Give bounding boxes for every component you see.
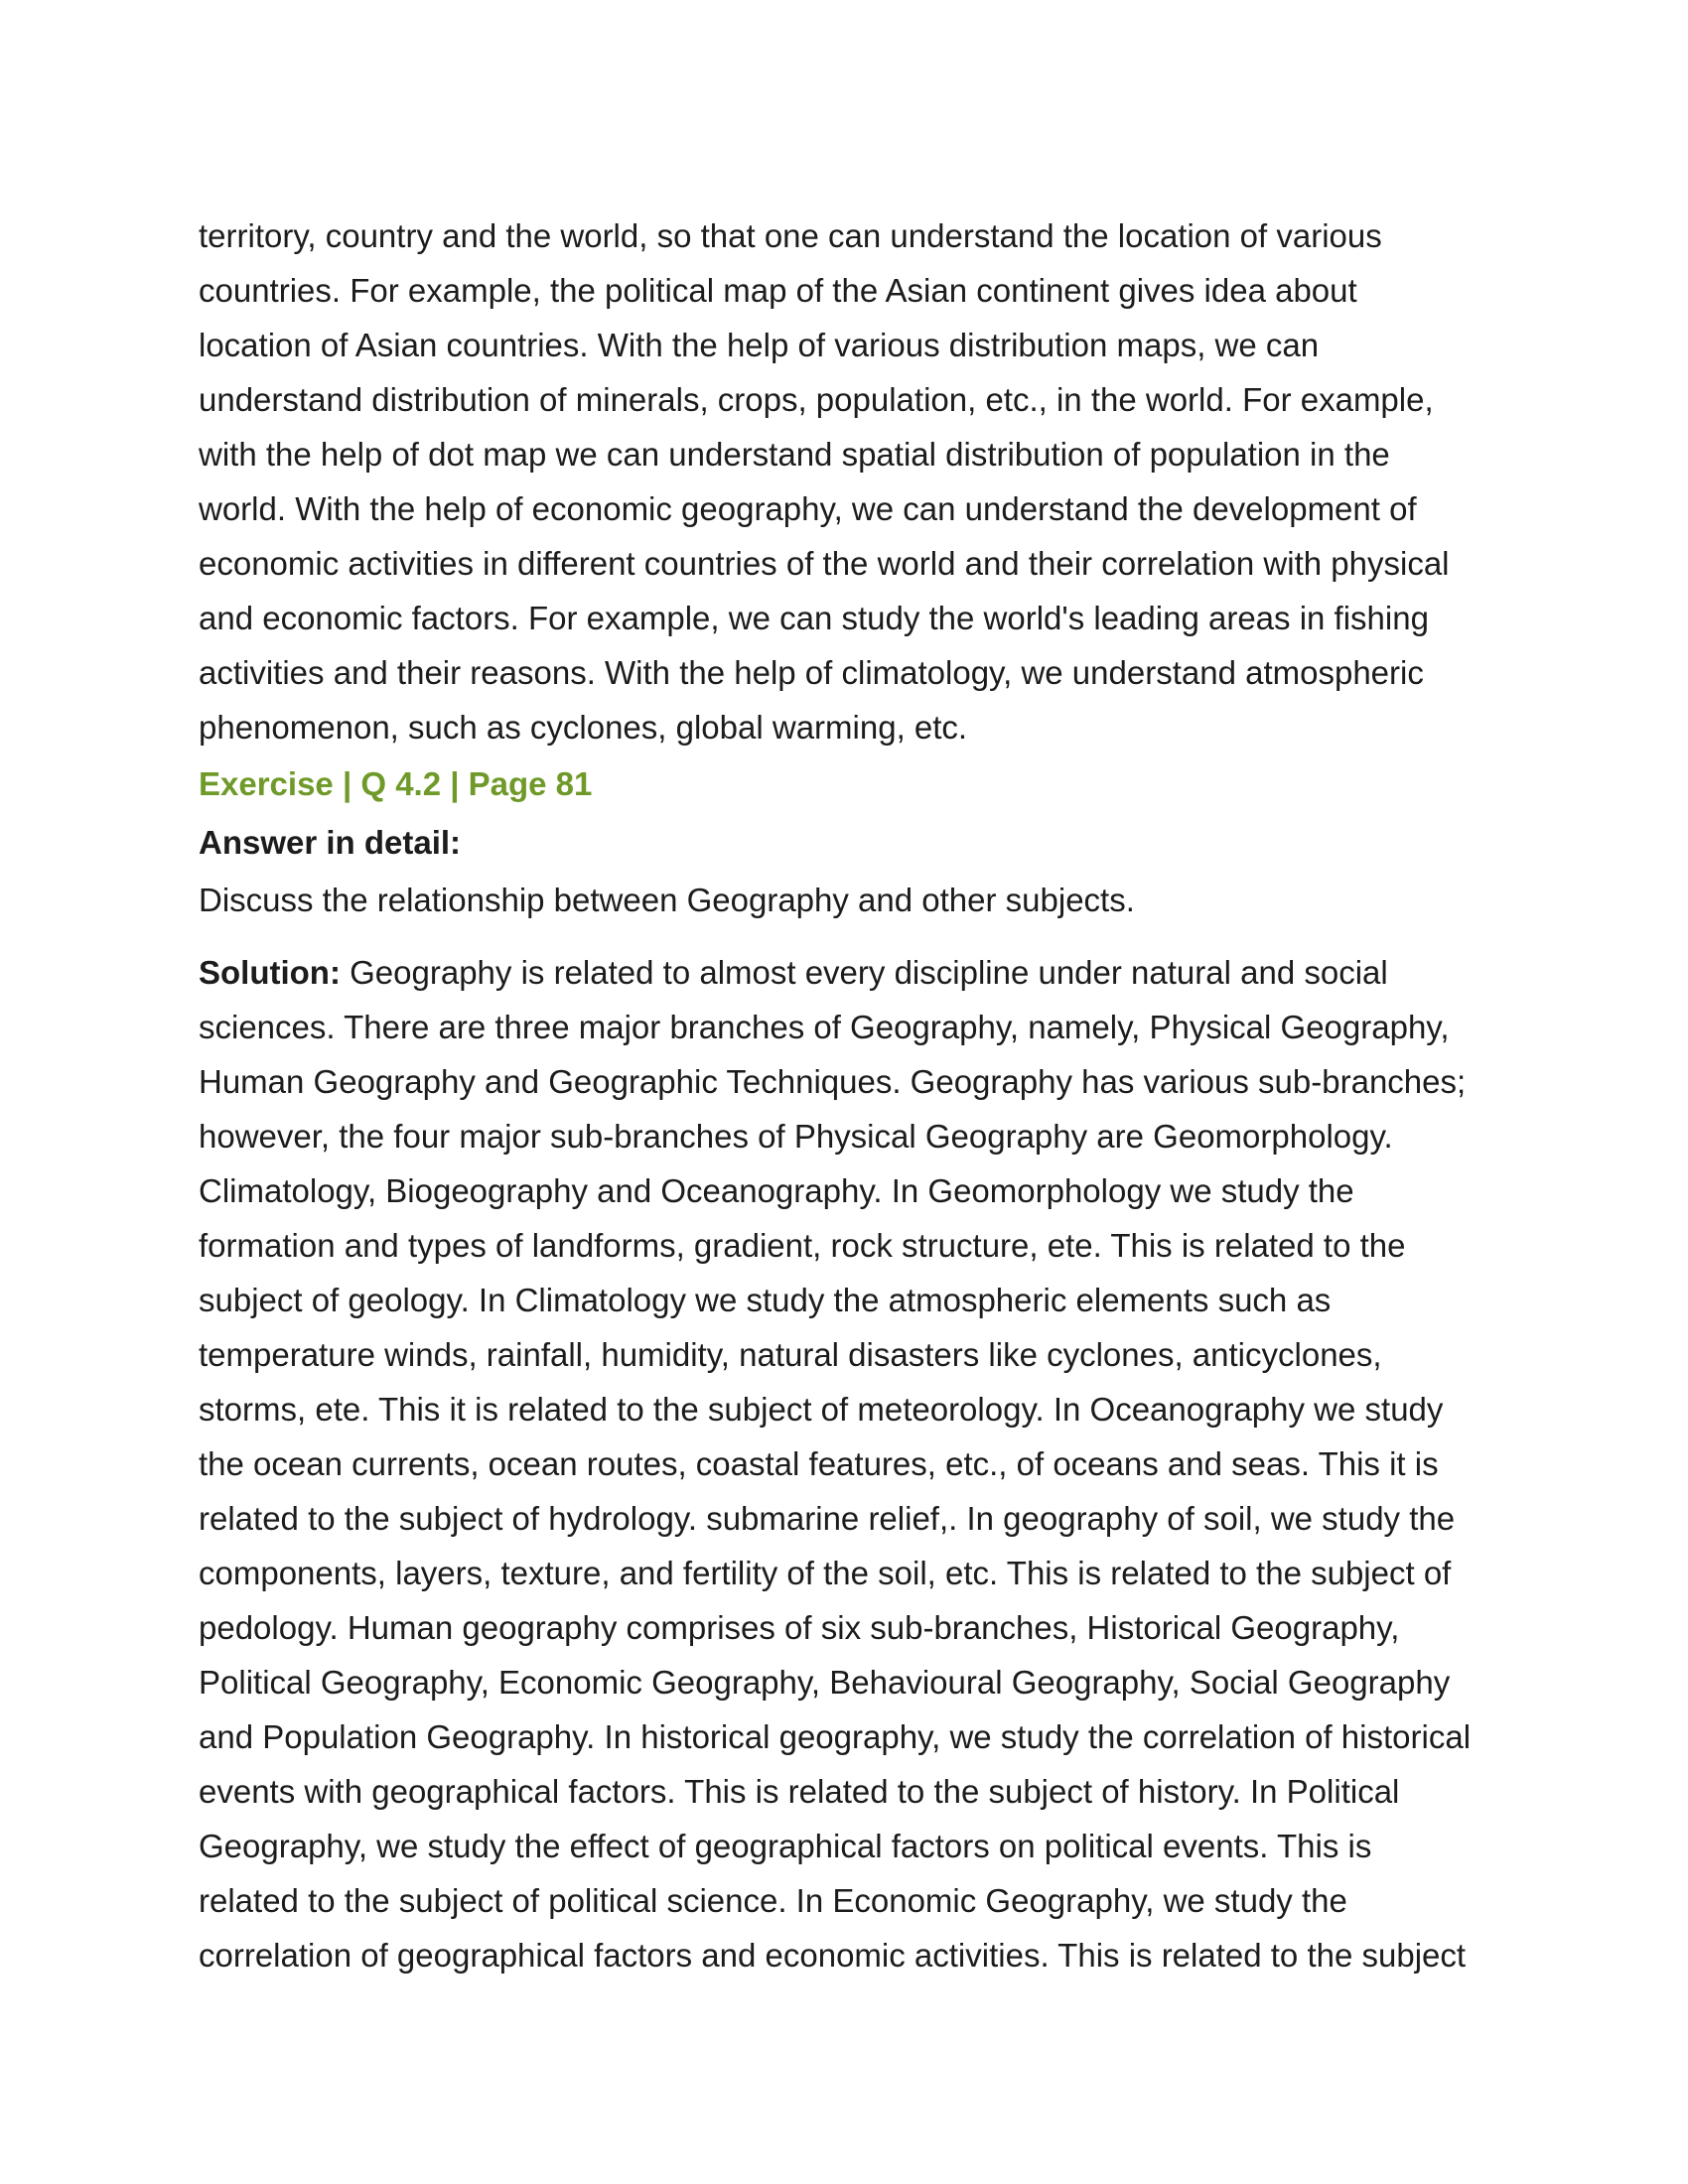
exercise-heading: Exercise | Q 4.2 | Page 81: [199, 765, 593, 802]
paragraph-line: Geography, we study the effect of geographical factors on political events. This is: [199, 1828, 1372, 1864]
paragraph-line: storms, ete. This it is related to the subject of meteorology. In Oceanography we study: [199, 1391, 1444, 1428]
paragraph-line: the ocean currents, ocean routes, coastal features, etc., of oceans and seas. This it is: [199, 1445, 1439, 1482]
paragraph-line: understand distribution of minerals, crops, population, etc., in the world. For example,: [199, 381, 1434, 418]
solution-paragraph: [199, 945, 1489, 1982]
paragraph-line: world. With the help of economic geography, we can understand the development of: [199, 490, 1417, 527]
solution-first-line: Geography is related to almost every discipline under natural and social: [340, 954, 1388, 991]
paragraph-line: location of Asian countries. With the help of various distribution maps, we can: [199, 327, 1320, 363]
intro-paragraph: [199, 208, 1489, 754]
document-page: [199, 208, 1489, 1982]
paragraph-line: with the help of dot map we can understand spatial distribution of population in the: [199, 436, 1390, 473]
paragraph-line: Political Geography, Economic Geography, Behavioural Geography, Social Geography: [199, 1664, 1451, 1701]
paragraph-line: and Population Geography. In historical geography, we study the correlation of historical: [199, 1718, 1472, 1755]
paragraph-line: economic activities in different countries of the world and their correlation with physical: [199, 545, 1450, 582]
paragraph-line: temperature winds, rainfall, humidity, natural disasters like cyclones, anticyclones,: [199, 1336, 1382, 1373]
paragraph-line: correlation of geographical factors and economic activities. This is related to the subject: [199, 1937, 1467, 1974]
paragraph-line: events with geographical factors. This is related to the subject of history. In Political: [199, 1773, 1400, 1810]
paragraph-line: however, the four major sub-branches of Physical Geography are Geomorphology.: [199, 1118, 1393, 1155]
question-text: Discuss the relationship between Geography and other subjects.: [199, 882, 1135, 918]
paragraph-line: pedology. Human geography comprises of six sub-branches, Historical Geography,: [199, 1609, 1400, 1646]
paragraph-line: Human Geography and Geographic Techniques. Geography has various sub-branches;: [199, 1063, 1467, 1100]
paragraph-line: subject of geology. In Climatology we study the atmospheric elements such as: [199, 1282, 1332, 1318]
paragraph-line: [199, 945, 1489, 1000]
paragraph-line: countries. For example, the political map of the Asian continent gives idea about: [199, 272, 1357, 309]
paragraph-line: related to the subject of hydrology. submarine relief,. In geography of soil, we study the: [199, 1500, 1456, 1537]
paragraph-line: and economic factors. For example, we can study the world's leading areas in fishing: [199, 600, 1429, 636]
answer-heading: Answer in detail:: [199, 824, 462, 861]
paragraph-line: related to the subject of political science. In Economic Geography, we study the: [199, 1882, 1347, 1919]
paragraph-line: formation and types of landforms, gradient, rock structure, ete. This is related to the: [199, 1227, 1406, 1264]
paragraph-line: activities and their reasons. With the help of climatology, we understand atmospheric: [199, 654, 1424, 691]
paragraph-line: Climatology, Biogeography and Oceanography. In Geomorphology we study the: [199, 1172, 1354, 1209]
paragraph-line: sciences. There are three major branches of Geography, namely, Physical Geography,: [199, 1009, 1450, 1045]
paragraph-line: phenomenon, such as cyclones, global warming, etc.: [199, 709, 968, 746]
paragraph-line: components, layers, texture, and fertility of the soil, etc. This is related to the subject of: [199, 1555, 1452, 1591]
paragraph-line: territory, country and the world, so that one can understand the location of various: [199, 217, 1382, 254]
solution-label: Solution:: [199, 954, 341, 991]
